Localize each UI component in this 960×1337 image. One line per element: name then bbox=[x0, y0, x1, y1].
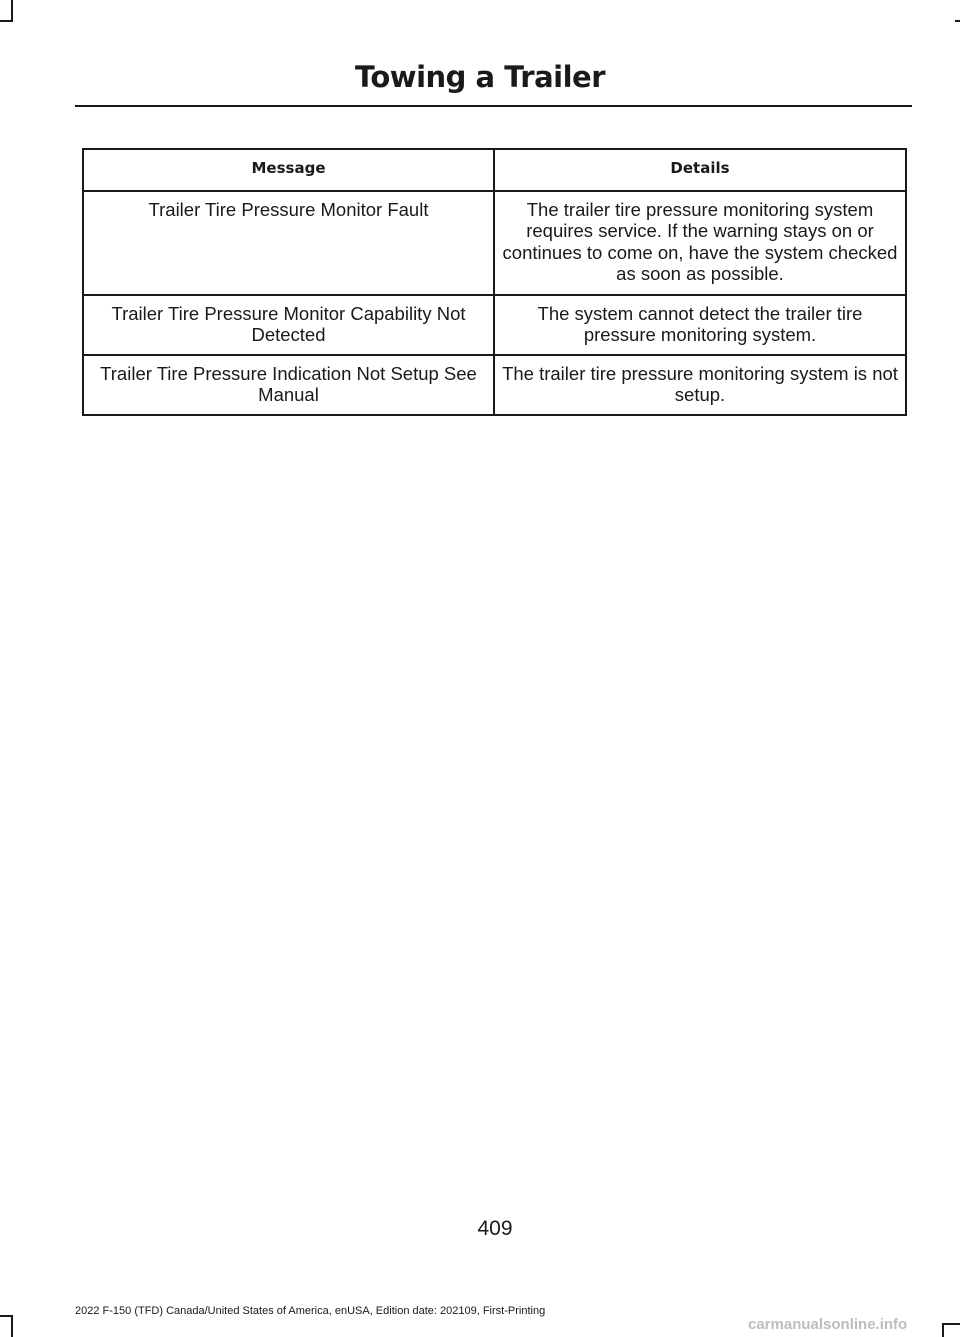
message-cell: Trailer Tire Pressure Indication Not Setup See Manual bbox=[83, 355, 494, 415]
details-cell: The system cannot detect the trailer tire pressure monitoring system. bbox=[494, 295, 906, 355]
table-row bbox=[83, 295, 906, 355]
page-title: Towing a Trailer bbox=[354, 60, 606, 94]
crop-mark-bottom-left-horizontal bbox=[0, 1315, 13, 1317]
message-cell: Trailer Tire Pressure Monitor Fault bbox=[83, 191, 494, 295]
details-cell: The trailer tire pressure monitoring system requires service. If the warning stays on or continues to come on, have the system checked as soon as possible. bbox=[494, 191, 906, 295]
details-cell: The trailer tire pressure monitoring system is not setup. bbox=[494, 355, 906, 415]
table-row bbox=[83, 191, 906, 295]
watermark: carmanualsonline.info bbox=[748, 1316, 908, 1333]
column-header-details: Details bbox=[494, 149, 906, 191]
message-cell: Trailer Tire Pressure Monitor Capability Not Detected bbox=[83, 295, 494, 355]
message-table bbox=[82, 148, 907, 416]
crop-mark-bottom-left-vertical bbox=[11, 1315, 13, 1337]
title-divider bbox=[75, 105, 912, 107]
table-header-row bbox=[83, 149, 906, 191]
column-header-message: Message bbox=[83, 149, 494, 191]
edition-footer: 2022 F-150 (TFD) Canada/United States of America, enUSA, Edition date: 202109, First-Printing bbox=[75, 1305, 546, 1317]
page-number: 409 bbox=[477, 1217, 513, 1240]
crop-mark-bottom-right-horizontal bbox=[942, 1323, 960, 1325]
crop-mark-top-left-horizontal bbox=[0, 20, 13, 22]
crop-mark-top-left-vertical bbox=[11, 0, 13, 22]
crop-mark-top-right bbox=[955, 20, 960, 22]
table-row bbox=[83, 355, 906, 415]
crop-mark-bottom-right-vertical bbox=[942, 1323, 944, 1337]
